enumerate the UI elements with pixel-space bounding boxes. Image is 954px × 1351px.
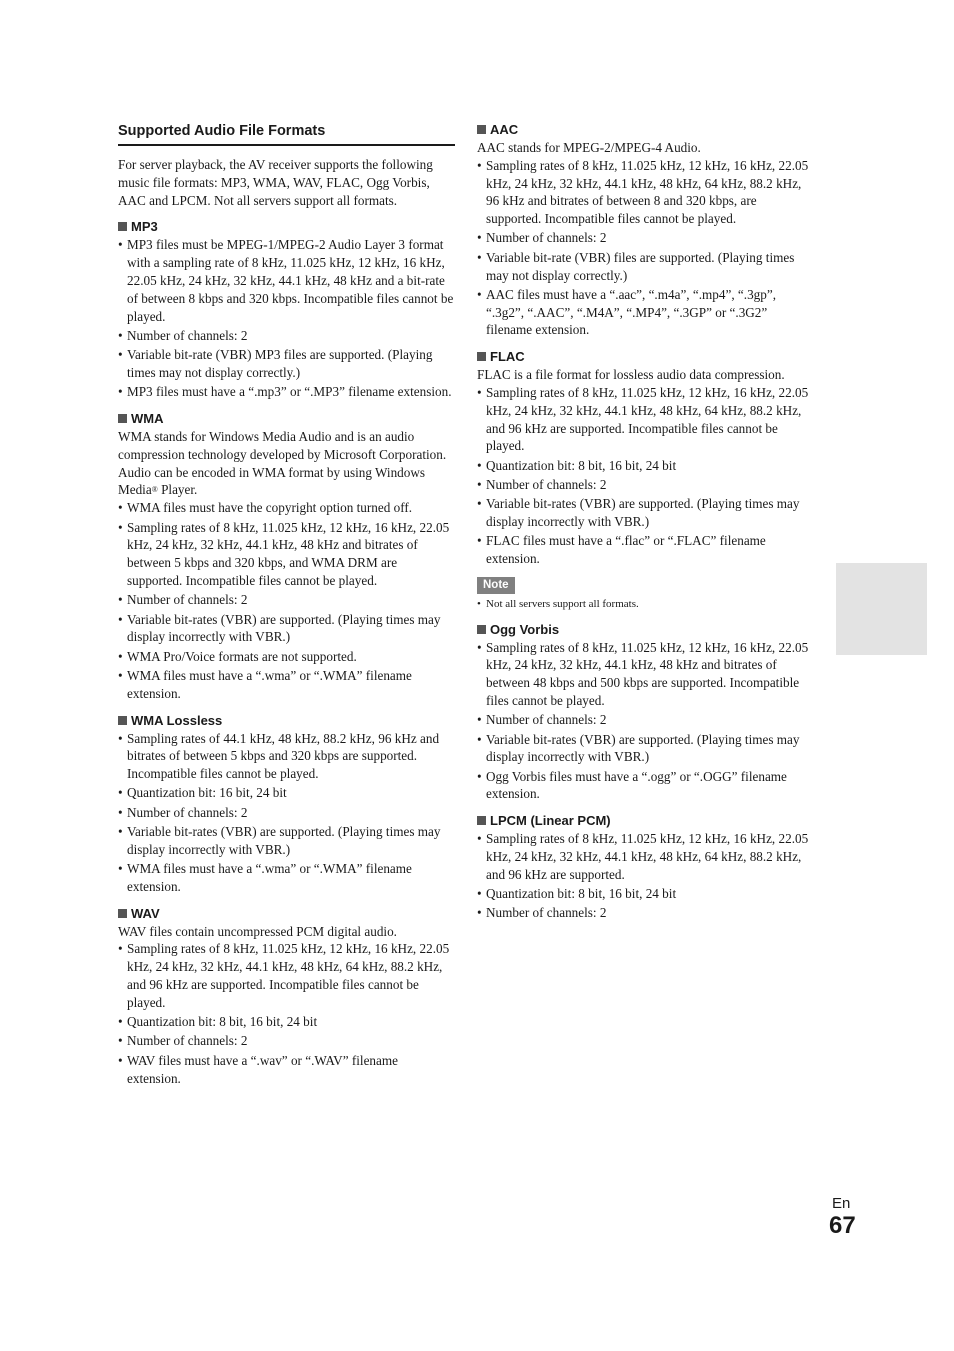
list-item: • Variable bit-rates (VBR) are supported. (Playing times may display incorrectly with VBR.)	[477, 495, 815, 531]
flac-heading-label: FLAC	[490, 349, 525, 365]
aac-intro: AAC stands for MPEG-2/MPEG-4 Audio.	[477, 140, 701, 155]
right-column	[477, 120, 815, 924]
list-item: • MP3 files must be MPEG-1/MPEG-2 Audio Layer 3 format with a sampling rate of 8 kHz, 11.025 kHz, 12 kHz, 16 kHz, 22.05 kHz, 24 kHz, 32 kHz, 44.1 kHz, 48 kHz and a bit-rate of between 8 kbps and 320 kbps. Incompatible files cannot be played.	[118, 236, 455, 325]
list-item: • Quantization bit: 8 bit, 16 bit, 24 bit	[477, 457, 815, 475]
note-badge: Note	[477, 577, 515, 594]
list-item: • Quantization bit: 16 bit, 24 bit	[118, 784, 455, 802]
side-tab	[836, 563, 927, 655]
square-bullet-icon	[118, 414, 127, 423]
mp3-section	[118, 217, 455, 401]
list-item: • WMA files must have a “.wma” or “.WMA” filename extension.	[118, 860, 455, 896]
mp3-heading	[118, 217, 455, 236]
list-item: • Number of channels: 2	[477, 904, 815, 922]
lpcm-section	[477, 811, 815, 922]
list-item: • Quantization bit: 8 bit, 16 bit, 24 bit	[477, 885, 815, 903]
list-item: • Number of channels: 2	[118, 327, 455, 345]
note-block	[477, 570, 815, 612]
list-item: • Sampling rates of 8 kHz, 11.025 kHz, 12 kHz, 16 kHz, 22.05 kHz, 24 kHz, 32 kHz, 44.1 kHz, 48 kHz, 64 kHz, 88.2 kHz, 96 kHz and bitrates of between 8 and 320 kbps, are supported. Incompatible files cannot be played.	[477, 157, 815, 228]
wma-bullet-list	[118, 499, 455, 702]
wav-heading-label: WAV	[131, 905, 160, 921]
list-item: • WMA Pro/Voice formats are not supported.	[118, 648, 455, 666]
note-list	[477, 597, 815, 612]
flac-bullet-list	[477, 384, 815, 568]
wma-intro-end: Player.	[157, 482, 198, 498]
aac-heading-label: AAC	[490, 122, 519, 137]
wma-intro-text: WMA stands for Windows Media Audio and is an audio compression technology developed by Microsoft Corporation. Audio can be encoded in WMA format by using Windows Media	[118, 429, 447, 498]
list-item: • Variable bit-rates (VBR) are supported. (Playing times may display incorrectly with VBR.)	[477, 731, 815, 767]
aac-heading	[477, 120, 815, 139]
list-item: • MP3 files must have a “.mp3” or “.MP3” filename extension.	[118, 383, 455, 401]
list-item: • Variable bit-rates (VBR) are supported. (Playing times may display incorrectly with VBR.)	[118, 823, 455, 859]
list-item: • Variable bit-rate (VBR) files are supported. (Playing times may not display correctly.)	[477, 249, 815, 285]
flac-intro: FLAC is a file format for lossless audio data compression.	[477, 367, 785, 383]
wma-heading	[118, 409, 455, 428]
list-item: • WAV files must have a “.wav” or “.WAV” filename extension.	[118, 1052, 455, 1088]
list-item: • Variable bit-rates (VBR) are supported. (Playing times may display incorrectly with VBR.)	[118, 611, 455, 647]
list-item: • Number of channels: 2	[118, 804, 455, 822]
list-item: • Number of channels: 2	[477, 711, 815, 729]
ogg-vorbis-heading	[477, 620, 815, 639]
list-item: • Number of channels: 2	[118, 591, 455, 609]
list-item: • Sampling rates of 8 kHz, 11.025 kHz, 12 kHz, 16 kHz, 22.05 kHz, 24 kHz, 32 kHz, 44.1 kHz, 48 kHz and bitrates of between 48 kbps and 500 kbps are supported. Incompatible files cannot be played.	[477, 639, 815, 710]
square-bullet-icon	[118, 909, 127, 918]
registered-mark: ®	[151, 485, 158, 495]
intro-paragraph: For server playback, the AV receiver supports the following music file formats: MP3, WMA, WAV, FLAC, Ogg Vorbis, AAC and LPCM. Not all servers support all formats.	[118, 157, 433, 208]
list-item: • Sampling rates of 8 kHz, 11.025 kHz, 12 kHz, 16 kHz, 22.05 kHz, 24 kHz, 32 kHz, 44.1 kHz, 48 kHz and bitrates of between 5 kbps and 320 kbps, and WMA DRM are supported. Incompatible files cannot be played.	[118, 519, 455, 590]
page-language: En	[832, 1195, 851, 1212]
mp3-heading-label: MP3	[131, 219, 158, 235]
wav-intro: WAV files contain uncompressed PCM digital audio.	[118, 923, 397, 939]
list-item: • WMA files must have a “.wma” or “.WMA” filename extension.	[118, 667, 455, 703]
square-bullet-icon	[477, 625, 486, 634]
wma-lossless-section	[118, 711, 455, 896]
list-item: • Not all servers support all formats.	[477, 597, 815, 612]
list-item: • Quantization bit: 8 bit, 16 bit, 24 bit	[118, 1013, 455, 1031]
wav-heading	[118, 904, 455, 923]
list-item: • Variable bit-rate (VBR) MP3 files are supported. (Playing times may not display correctly.)	[118, 346, 455, 382]
wma-lossless-heading	[118, 711, 455, 730]
square-bullet-icon	[477, 816, 486, 825]
list-item: • FLAC files must have a “.flac” or “.FLAC” filename extension.	[477, 532, 815, 568]
ogg-vorbis-bullet-list	[477, 639, 815, 804]
wma-intro	[118, 428, 455, 499]
aac-bullet-list	[477, 157, 815, 339]
page-number: 67	[829, 1212, 856, 1239]
lpcm-heading-label: LPCM (Linear PCM)	[490, 813, 611, 829]
list-item: • AAC files must have a “.aac”, “.m4a”, “.mp4”, “.3gp”, “.3g2”, “.AAC”, “.M4A”, “.MP4”, “.3GP” or “.3G2” filename extension.	[477, 286, 815, 339]
square-bullet-icon	[118, 716, 127, 725]
wav-section	[118, 904, 455, 1088]
wav-bullet-list	[118, 940, 455, 1087]
lpcm-bullet-list	[477, 830, 815, 922]
flac-section	[477, 347, 815, 568]
flac-heading	[477, 347, 815, 366]
wma-heading-label: WMA	[131, 411, 164, 427]
list-item: • WMA files must have the copyright option turned off.	[118, 499, 455, 517]
list-item: • Ogg Vorbis files must have a “.ogg” or “.OGG” filename extension.	[477, 768, 815, 804]
list-item: • Number of channels: 2	[477, 229, 815, 247]
list-item: • Number of channels: 2	[118, 1032, 455, 1050]
wma-lossless-heading-label: WMA Lossless	[131, 712, 223, 728]
list-item: • Number of channels: 2	[477, 476, 815, 494]
wma-lossless-bullet-list	[118, 730, 455, 896]
left-column	[118, 120, 455, 1089]
wma-section	[118, 409, 455, 702]
square-bullet-icon	[118, 222, 127, 231]
ogg-vorbis-heading-label: Ogg Vorbis	[490, 621, 560, 637]
list-item: • Sampling rates of 44.1 kHz, 48 kHz, 88.2 kHz, 96 kHz and bitrates of between 5 kbps and 320 kbps are supported. Incompatible files cannot be played.	[118, 730, 455, 783]
page-title: Supported Audio File Formats	[118, 120, 455, 146]
square-bullet-icon	[477, 125, 486, 134]
ogg-vorbis-section	[477, 620, 815, 804]
lpcm-heading	[477, 811, 815, 830]
list-item: • Sampling rates of 8 kHz, 11.025 kHz, 12 kHz, 16 kHz, 22.05 kHz, 24 kHz, 32 kHz, 44.1 kHz, 48 kHz, 64 kHz, 88.2 kHz, and 96 kHz are supported. Incompatible files cannot be played.	[477, 384, 815, 455]
list-item: • Sampling rates of 8 kHz, 11.025 kHz, 12 kHz, 16 kHz, 22.05 kHz, 24 kHz, 32 kHz, 44.1 kHz, 48 kHz, 64 kHz, 88.2 kHz, and 96 kHz are supported. Incompatible files cannot be played.	[118, 940, 455, 1011]
list-item: • Sampling rates of 8 kHz, 11.025 kHz, 12 kHz, 16 kHz, 22.05 kHz, 24 kHz, 32 kHz, 44.1 kHz, 48 kHz, 64 kHz, 88.2 kHz, and 96 kHz are supported.	[477, 830, 815, 883]
square-bullet-icon	[477, 352, 486, 361]
aac-section	[477, 120, 815, 339]
mp3-bullet-list	[118, 236, 455, 401]
